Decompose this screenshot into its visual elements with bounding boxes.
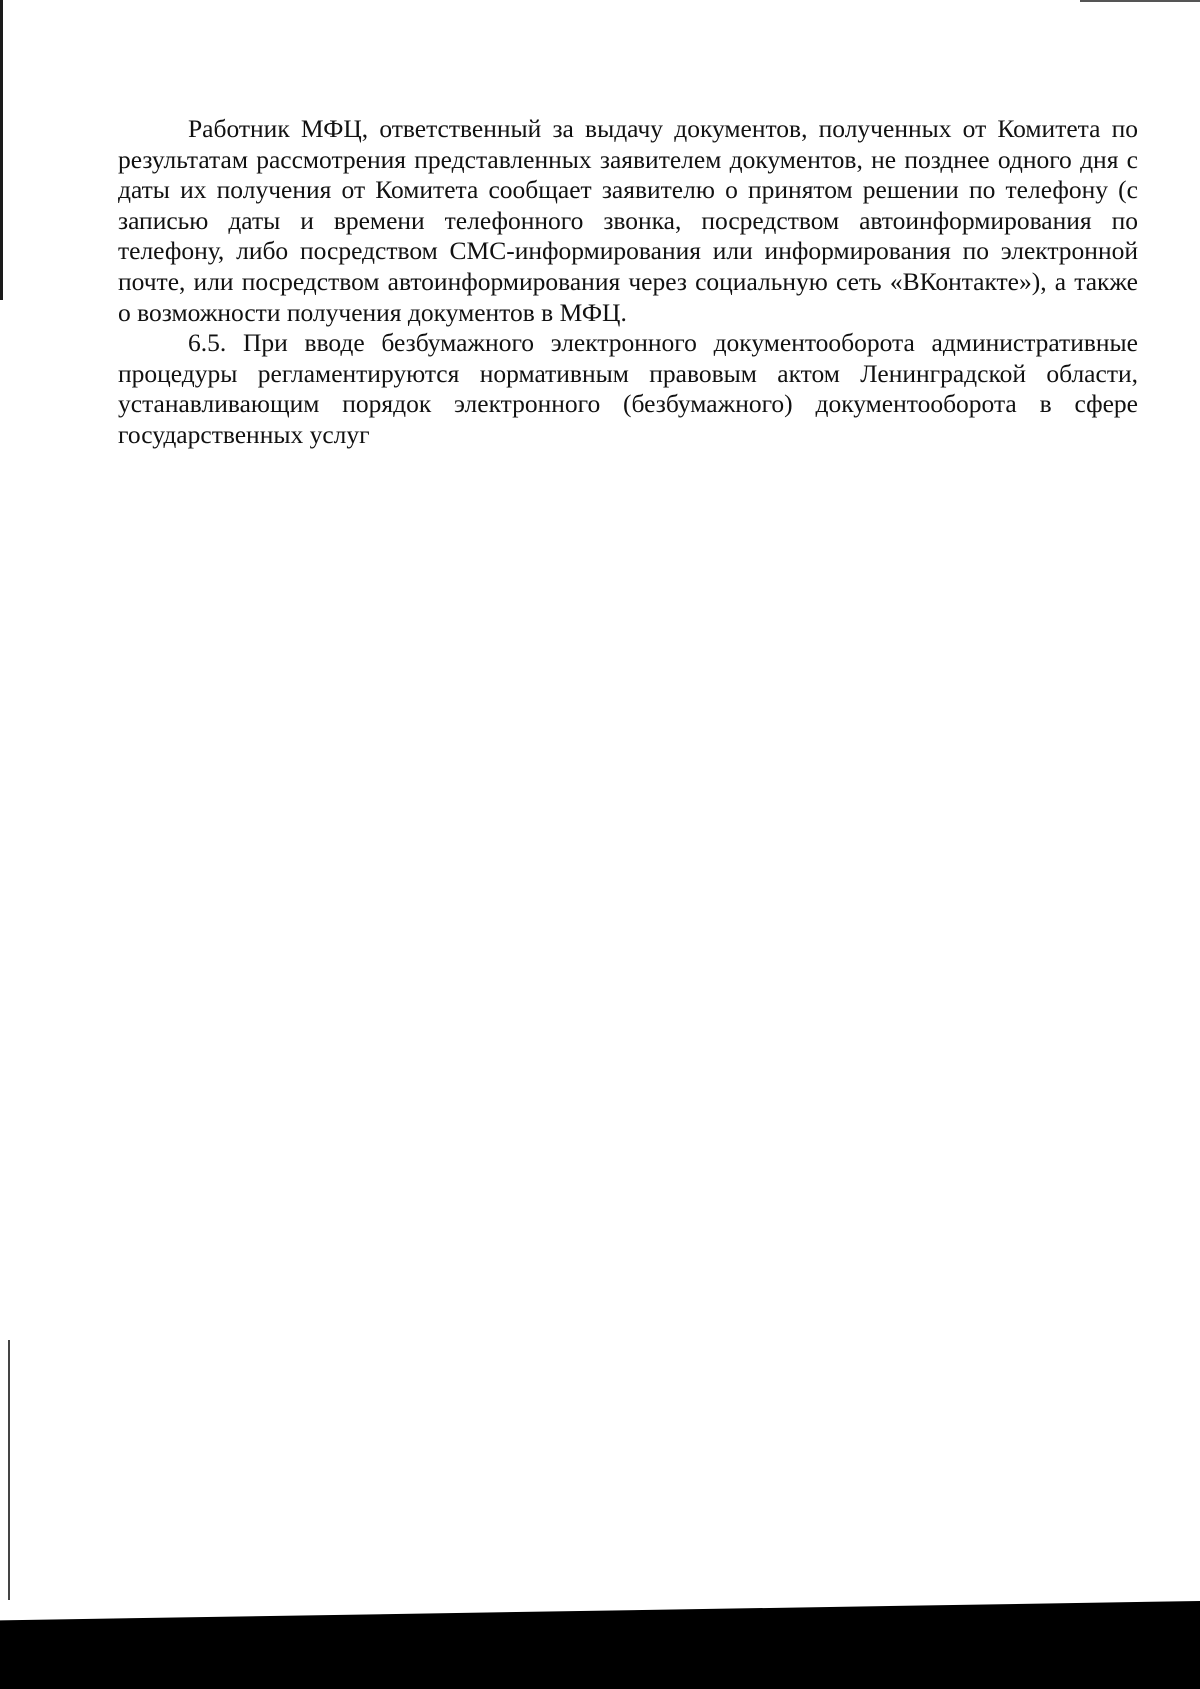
scan-edge-left	[0, 0, 3, 300]
paragraph-mfc-notification: Работник МФЦ, ответственный за выдачу документов, полученных от Комитета по результатам рассмотрения представленных заявителем документов, не позднее одного дня с даты их получения от Комитета сообщает заявителю о принятом решении по телефону (с записью даты и времени телефонного звонка, посредством автоинформирования по телефону, либо посредством СМС-информирования или информирования по электронной почте, или посредством автоинформирования через социальную сеть «ВКонтакте»), а также о возможности получения документов в МФЦ.	[118, 114, 1138, 327]
scan-bottom-band	[0, 1601, 1200, 1689]
scan-edge-top-right	[1080, 0, 1200, 2]
document-body	[118, 114, 1138, 451]
scan-edge-left-lower	[8, 1340, 10, 1600]
paragraph-6-5-electronic-workflow: 6.5. При вводе безбумажного электронного документооборота административные процедуры регламентируются нормативным правовым актом Ленинградской области, устанавливающим порядок электронного (безбумажного) документооборота в сфере государственных услуг	[118, 328, 1138, 449]
